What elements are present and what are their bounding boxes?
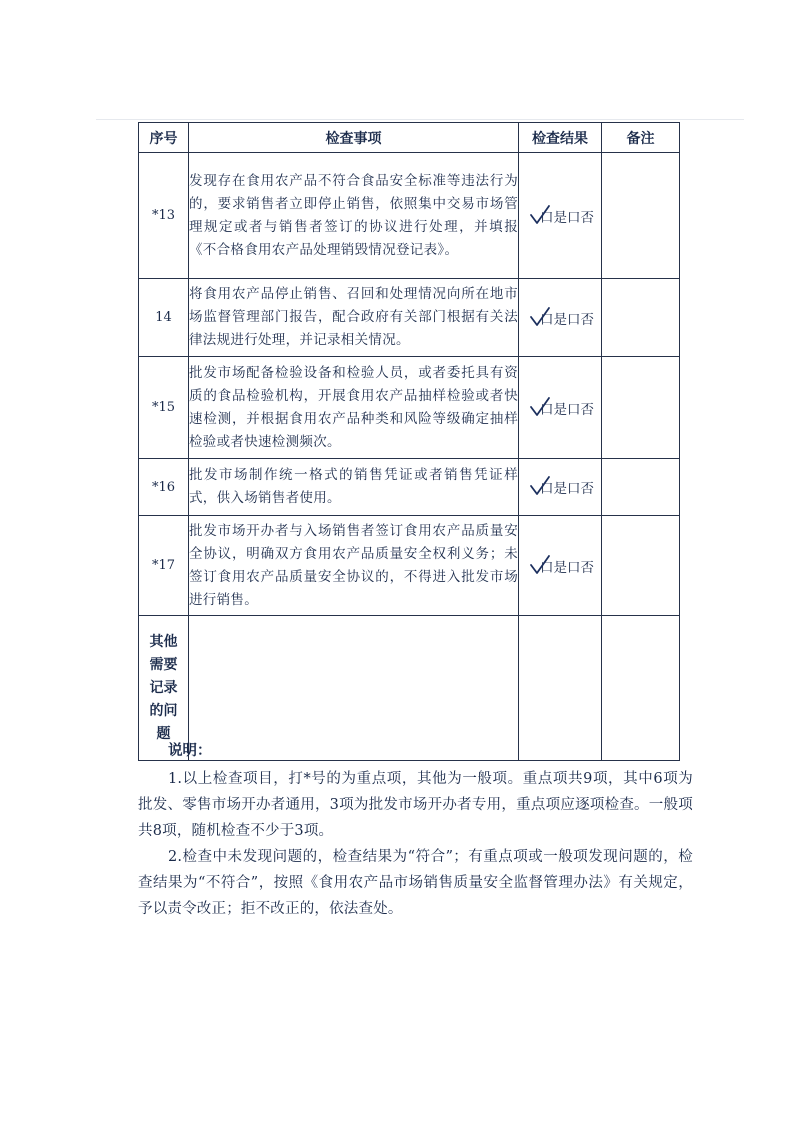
row-seq: *17 xyxy=(139,516,189,616)
row-remark[interactable] xyxy=(602,516,680,616)
table-header-row xyxy=(139,123,680,153)
header-seq: 序号 xyxy=(139,123,189,153)
header-remark: 备注 xyxy=(602,123,680,153)
result-options: 口是口否 xyxy=(540,209,594,226)
table-row xyxy=(139,459,680,516)
row-result[interactable] xyxy=(519,153,602,279)
row-item-text: 发现存在食用农产品不符合食品安全标准等违法行为的，要求销售者立即停止销售，依照集中交易市场管理规定或者与销售者签订的协议进行处理，并填报《不合格食用农产品处理销毁情况登记表》。 xyxy=(189,153,519,279)
row-seq: 14 xyxy=(139,279,189,357)
result-options: 口是口否 xyxy=(540,481,594,497)
table-row xyxy=(139,279,680,357)
row-seq: *16 xyxy=(139,459,189,516)
notes-section xyxy=(138,738,693,922)
header-result: 检查结果 xyxy=(519,123,602,153)
row-result[interactable] xyxy=(519,459,602,516)
table-row xyxy=(139,153,680,279)
row-result[interactable] xyxy=(519,357,602,459)
checkmark-icon xyxy=(529,396,551,418)
row-remark[interactable] xyxy=(602,153,680,279)
row-result[interactable] xyxy=(519,516,602,616)
result-options: 口是口否 xyxy=(540,559,594,576)
result-options: 口是口否 xyxy=(540,311,594,328)
row-seq: *13 xyxy=(139,153,189,279)
checkmark-icon xyxy=(529,306,551,328)
row-item-text: 批发市场开办者与入场销售者签订食用农产品质量安全协议，明确双方食用农产品质量安全权利义务；未签订食用农产品质量安全协议的，不得进入批发市场进行销售。 xyxy=(189,516,519,616)
row-item-text: 批发市场配备检验设备和检验人员，或者委托具有资质的食品检验机构，开展食用农产品抽样检验或者快速检测，并根据食用农产品种类和风险等级确定抽样检验或者快速检测频次。 xyxy=(189,357,519,459)
note-item: 1.以上检查项目，打*号的为重点项，其他为一般项。重点项共9项，其中6项为批发、零售市场开办者通用，3项为批发市场开办者专用，重点项应逐项检查。一般项共8项，随机检查不少于3项。 xyxy=(138,771,693,839)
note-item: 2.检查中未发现问题的，检查结果为“符合”；有重点项或一般项发现问题的，检查结果为“不符合”，按照《食用农产品市场销售质量安全监督管理办法》有关规定，予以责令改正；拒不改正的，依法查处。 xyxy=(138,849,693,917)
result-options: 口是口否 xyxy=(540,401,594,418)
table-row xyxy=(139,357,680,459)
table-row xyxy=(139,516,680,616)
row-remark[interactable] xyxy=(602,357,680,459)
row-result[interactable] xyxy=(519,279,602,357)
row-seq: *15 xyxy=(139,357,189,459)
other-issues-text: 其他需要记录的问题 xyxy=(149,633,178,742)
checkmark-icon xyxy=(529,554,551,576)
row-item-text: 将食用农产品停止销售、召回和处理情况向所在地市场监督管理部门报告，配合政府有关部门根据有关法律法规进行处理，并记录相关情况。 xyxy=(189,279,519,357)
header-item: 检查事项 xyxy=(189,123,519,153)
row-item-text: 批发市场制作统一格式的销售凭证或者销售凭证样式，供入场销售者使用。 xyxy=(189,459,519,516)
inspection-table xyxy=(138,122,680,761)
top-rule xyxy=(96,119,744,120)
checkmark-icon xyxy=(529,204,551,226)
checkmark-icon xyxy=(529,475,551,497)
notes-heading: 说明： xyxy=(168,742,212,759)
row-remark[interactable] xyxy=(602,459,680,516)
row-remark[interactable] xyxy=(602,279,680,357)
